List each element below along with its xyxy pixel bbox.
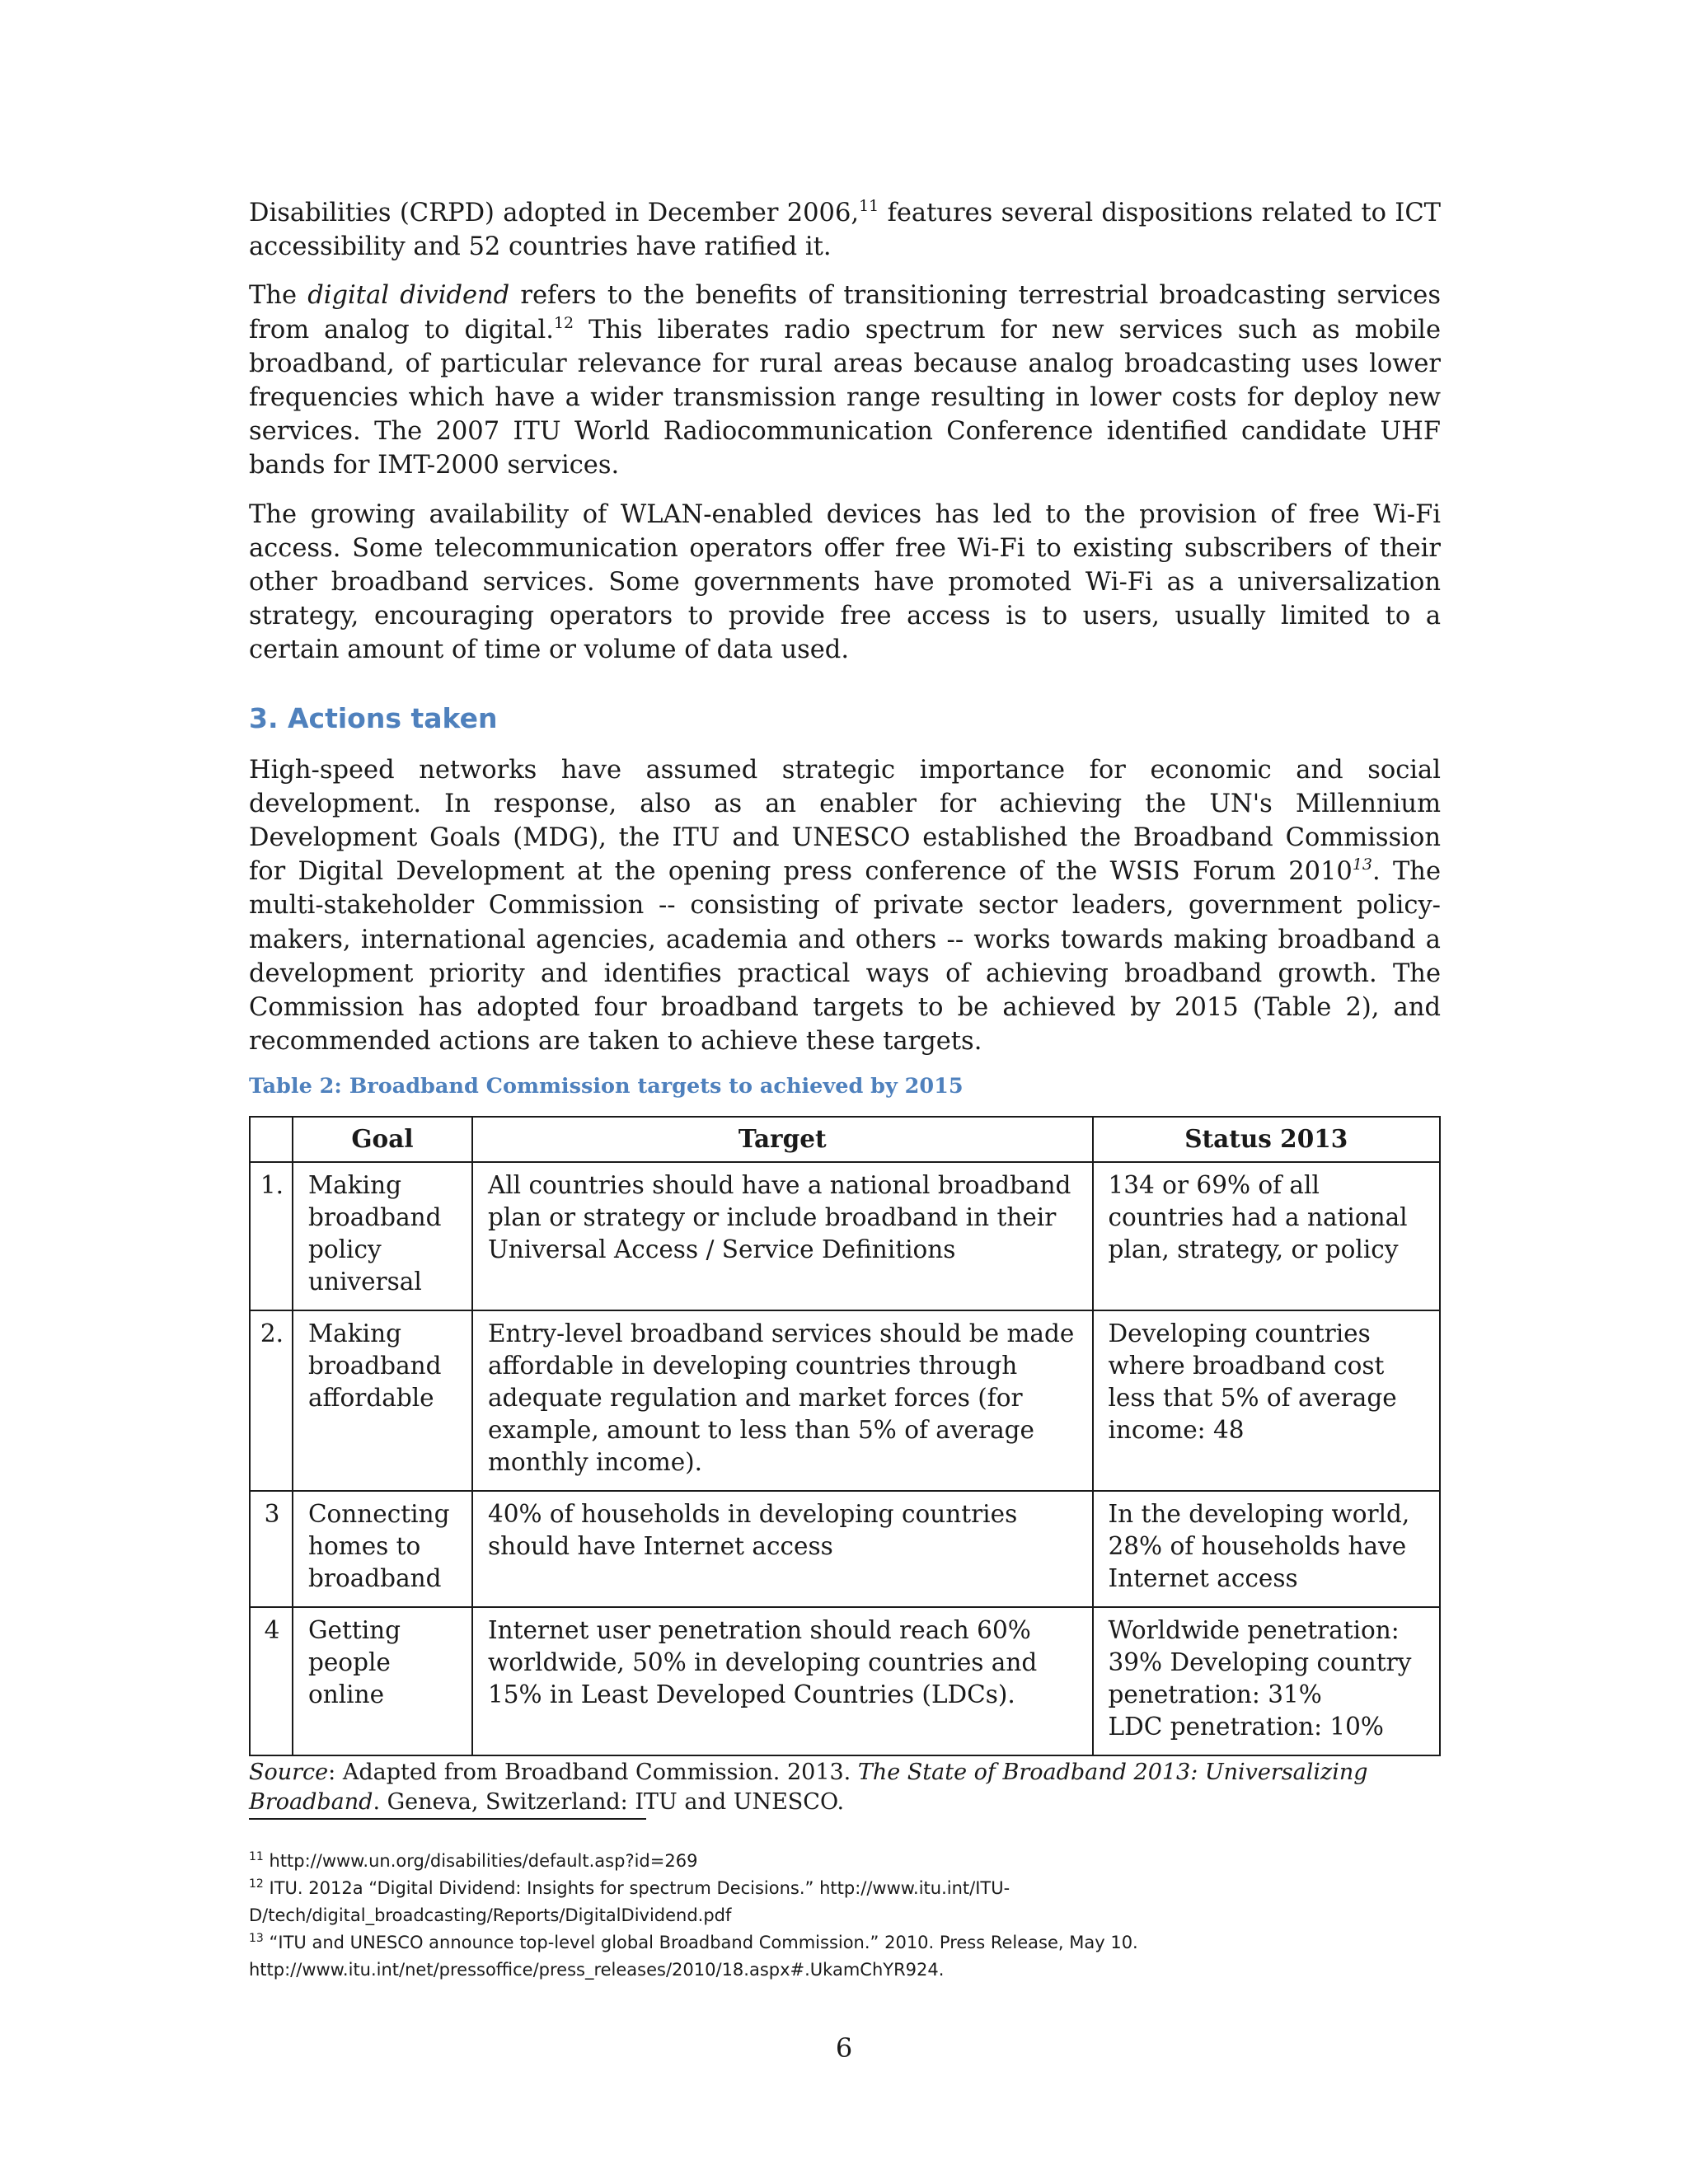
row-number: 1. [250, 1162, 293, 1310]
footnote-number: 13 [249, 1932, 264, 1945]
text-run: refers to the benefits of transitioning terrestrial broadcasting services from analog to digital. [249, 281, 1441, 344]
source-title: The State of Broadband 2013: Universalizing Broadband [249, 1760, 1368, 1816]
status-line: Worldwide penetration: 39% Developing country penetration: 31% [1108, 1616, 1412, 1709]
page-number: 6 [835, 2032, 853, 2064]
table-row [250, 1607, 1440, 1755]
text-run: Disabilities (CRPD) adopted in December 2006, [249, 199, 860, 227]
paragraph-actions [249, 753, 1441, 1059]
section-heading: 3. Actions taken [249, 701, 498, 734]
footnote-ref-13[interactable] [1353, 855, 1372, 874]
status-cell: 134 or 69% of all countries had a national plan, strategy, or policy [1093, 1162, 1441, 1310]
footnote-text[interactable]: ITU. 2012a “Digital Dividend: Insights for spectrum Decisions.” http://www.itu.int/ITU-D/tech/digital_broadcasting/Reports/DigitalDividend.pdf [249, 1878, 1010, 1925]
table-row [250, 1310, 1440, 1491]
header-status: Status 2013 [1093, 1117, 1441, 1162]
status-cell [1093, 1607, 1441, 1755]
row-number: 4 [250, 1607, 293, 1755]
target-cell: Internet user penetration should reach 60% worldwide, 50% in developing countries and 15% in Least Developed Countries (LDCs). [472, 1607, 1093, 1755]
paragraph-digital-dividend [249, 279, 1441, 482]
source-label: Source [249, 1760, 329, 1786]
footnote-ref-number: 13 [1352, 855, 1373, 874]
table-source [249, 1758, 1441, 1817]
paragraph-wifi: The growing availability of WLAN-enabled devices has led to the provision of free Wi-Fi access. Some telecommunication operators offer free Wi-Fi to existing subscribers of their other broadband services. Some governments have promoted Wi-Fi as a universalization strategy, encouraging operators to provide free access is to users, usually limited to a certain amount of time or volume of data used. [249, 499, 1441, 665]
table-row [250, 1162, 1440, 1310]
target-cell: 40% of households in developing countries should have Internet access [472, 1491, 1093, 1607]
status-line: LDC penetration: 10% [1108, 1713, 1384, 1741]
text-run: High-speed networks have assumed strategic importance for economic and social development. In response, also as an enabler for achieving the UN's Millennium Development Goals (MDG), the ITU and UNESCO established the Broadband Commission for Digital Development at the opening press conference of the WSIS Forum 2010 [249, 755, 1441, 887]
text-run: . The multi-stakeholder Commission -- consisting of private sector leaders, government policy-makers, international agencies, academia and others -- works towards making broadband a development priority and identifies practical ways of achieving broadband growth. The Commission has adopted four broadband targets to be achieved by 2015 (Table 2), and recommended actions are taken to achieve these targets. [249, 857, 1441, 1057]
target-cell: Entry-level broadband services should be made affordable in developing countries through adequate regulation and market forces (for example, amount to less than 5% of average monthly income). [472, 1310, 1093, 1491]
header-target: Target [472, 1117, 1093, 1162]
term-digital-dividend: digital dividend [307, 281, 510, 311]
footnote-ref-11[interactable]: 11 [859, 197, 879, 215]
goal-cell: Making broadband affordable [293, 1310, 472, 1491]
text-run: : Adapted from Broadband Commission. 2013. [328, 1760, 858, 1786]
table-caption: Table 2: Broadband Commission targets to achieved by 2015 [249, 1074, 964, 1099]
footnote-13 [249, 1929, 1436, 1984]
table-header-row [250, 1117, 1440, 1162]
footnote-divider [249, 1818, 646, 1820]
row-number: 3 [250, 1491, 293, 1607]
status-cell: In the developing world, 28% of households have Internet access [1093, 1491, 1441, 1607]
footnote-number: 11 [249, 1850, 264, 1863]
footnote-11 [249, 1848, 1436, 1875]
target-cell: All countries should have a national broadband plan or strategy or include broadband in their Universal Access / Service Definitions [472, 1162, 1093, 1310]
text-run: The [249, 281, 308, 311]
footnote-ref-12[interactable]: 12 [553, 313, 574, 332]
footnote-number: 12 [249, 1877, 264, 1891]
paragraph-crpd [249, 196, 1441, 264]
footnotes [249, 1848, 1436, 1984]
status-cell: Developing countries where broadband cost less that 5% of average income: 48 [1093, 1310, 1441, 1491]
targets-table [249, 1116, 1441, 1756]
header-num [250, 1117, 293, 1162]
page-body [249, 196, 1441, 1817]
footnote-text[interactable]: “ITU and UNESCO announce top-level global Broadband Commission.” 2010. Press Release, May 10. http://www.itu.int/net/pressoffice/press_releases/2010/18.aspx#.UkamChYR924. [249, 1933, 1138, 1980]
footnote-12 [249, 1875, 1436, 1929]
header-goal: Goal [293, 1117, 472, 1162]
footnote-text[interactable]: http://www.un.org/disabilities/default.asp?id=269 [263, 1851, 698, 1871]
row-number: 2. [250, 1310, 293, 1491]
text-run: . Geneva, Switzerland: ITU and UNESCO. [373, 1789, 845, 1816]
goal-cell: Connecting homes to broadband [293, 1491, 472, 1607]
goal-cell: Getting people online [293, 1607, 472, 1755]
text-run: This liberates radio spectrum for new services such as mobile broadband, of particular relevance for rural areas because analog broadcasting uses lower frequencies which have a wider transmission range resulting in lower costs for deploy new services. The 2007 ITU World Radiocommunication Conference identified candidate UHF bands for IMT-2000 services. [249, 315, 1441, 480]
goal-cell: Making broadband policy universal [293, 1162, 472, 1310]
text-run: features several dispositions related to ICT accessibility and 52 countries have ratified it. [249, 199, 1441, 262]
table-row [250, 1491, 1440, 1607]
